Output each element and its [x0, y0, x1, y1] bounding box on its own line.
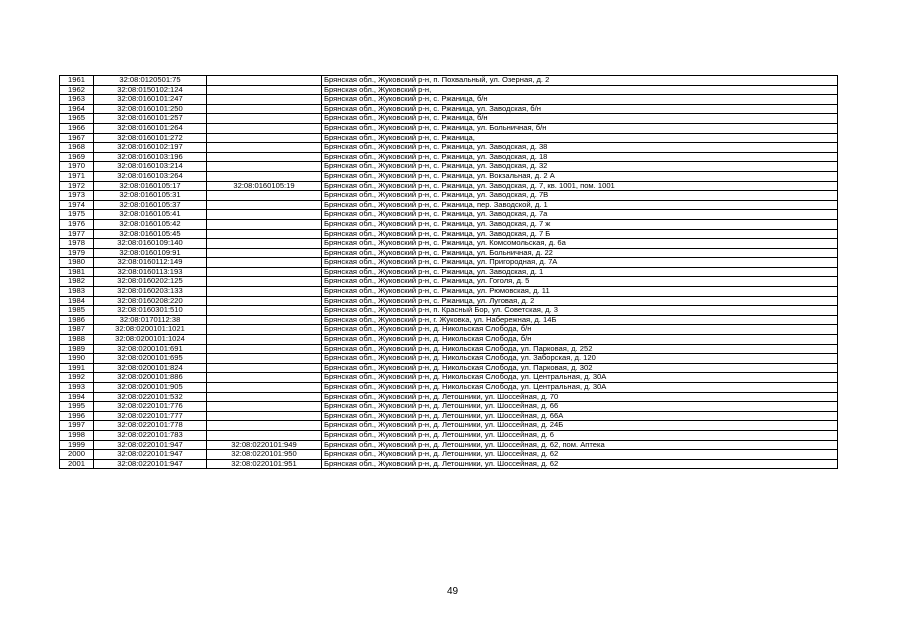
- cadastral-number-cell: 32:08:0120501:75: [94, 76, 207, 86]
- sub-cadastral-number-cell: [207, 287, 322, 297]
- row-number-cell: 1974: [60, 200, 94, 210]
- table-row: [60, 287, 838, 297]
- cadastral-number-cell: 32:08:0160102:197: [94, 143, 207, 153]
- cadastral-number-cell: 32:08:0160103:264: [94, 171, 207, 181]
- row-number-cell: 1986: [60, 315, 94, 325]
- sub-cadastral-number-cell: [207, 267, 322, 277]
- sub-cadastral-number-cell: [207, 95, 322, 105]
- address-cell: Брянская обл., Жуковский р-н, с. Ржаница, ул. Заводская, б/н: [322, 104, 838, 114]
- table-row: [60, 152, 838, 162]
- cadastral-number-cell: 32:08:0220101:778: [94, 421, 207, 431]
- address-cell: Брянская обл., Жуковский р-н, с. Ржаница, ул. Гоголя, д. 5: [322, 277, 838, 287]
- table-row: [60, 335, 838, 345]
- sub-cadastral-number-cell: [207, 402, 322, 412]
- table-row: [60, 171, 838, 181]
- sub-cadastral-number-cell: [207, 421, 322, 431]
- address-cell: Брянская обл., Жуковский р-н, с. Ржаница, ул. Заводская, д. 18: [322, 152, 838, 162]
- cadastral-number-cell: 32:08:0200101:691: [94, 344, 207, 354]
- table-row: [60, 123, 838, 133]
- table-row: [60, 114, 838, 124]
- address-cell: Брянская обл., Жуковский р-н, д. Никольская Слобода, б/н: [322, 335, 838, 345]
- table-row: [60, 392, 838, 402]
- cadastral-number-cell: 32:08:0160101:247: [94, 95, 207, 105]
- row-number-cell: 1962: [60, 85, 94, 95]
- address-cell: Брянская обл., Жуковский р-н, д. Летошники, ул. Шоссейная, д. 6: [322, 430, 838, 440]
- address-cell: Брянская обл., Жуковский р-н, с. Ржаница, ул. Больничная, б/н: [322, 123, 838, 133]
- row-number-cell: 1968: [60, 143, 94, 153]
- table-row: [60, 440, 838, 450]
- address-cell: Брянская обл., Жуковский р-н, д. Никольская Слобода, ул. Парковая, д. 252: [322, 344, 838, 354]
- row-number-cell: 1984: [60, 296, 94, 306]
- address-cell: Брянская обл., Жуковский р-н, д. Никольская Слобода, ул. Заборская, д. 120: [322, 354, 838, 364]
- cadastral-number-cell: 32:08:0160101:257: [94, 114, 207, 124]
- row-number-cell: 1971: [60, 171, 94, 181]
- address-cell: Брянская обл., Жуковский р-н, с. Ржаница, пер. Заводской, д. 1: [322, 200, 838, 210]
- address-cell: Брянская обл., Жуковский р-н, д. Летошники, ул. Шоссейная, д. 62: [322, 459, 838, 469]
- cadastral-number-cell: 32:08:0220101:947: [94, 440, 207, 450]
- table-row: [60, 306, 838, 316]
- address-cell: Брянская обл., Жуковский р-н, с. Ржаница, б/н: [322, 95, 838, 105]
- table-row: [60, 344, 838, 354]
- address-cell: Брянская обл., Жуковский р-н, д. Никольская Слобода, ул. Центральная, д. 30А: [322, 383, 838, 393]
- table-row: [60, 402, 838, 412]
- row-number-cell: 1997: [60, 421, 94, 431]
- address-cell: Брянская обл., Жуковский р-н, с. Ржаница, ул. Заводская, д. 7 Б: [322, 229, 838, 239]
- cadastral-number-cell: 32:08:0220101:947: [94, 450, 207, 460]
- sub-cadastral-number-cell: [207, 258, 322, 268]
- cadastral-number-cell: 32:08:0160105:37: [94, 200, 207, 210]
- table-row: [60, 162, 838, 172]
- row-number-cell: 2000: [60, 450, 94, 460]
- sub-cadastral-number-cell: [207, 143, 322, 153]
- address-cell: Брянская обл., Жуковский р-н, г. Жуковка, ул. Набережная, д. 14Б: [322, 315, 838, 325]
- registry-table-body: [60, 76, 838, 469]
- table-row: [60, 459, 838, 469]
- row-number-cell: 1963: [60, 95, 94, 105]
- sub-cadastral-number-cell: 32:08:0220101:951: [207, 459, 322, 469]
- sub-cadastral-number-cell: [207, 239, 322, 249]
- table-row: [60, 219, 838, 229]
- cadastral-number-cell: 32:08:0200101:1024: [94, 335, 207, 345]
- sub-cadastral-number-cell: [207, 200, 322, 210]
- cadastral-number-cell: 32:08:0160105:17: [94, 181, 207, 191]
- sub-cadastral-number-cell: 32:08:0220101:949: [207, 440, 322, 450]
- row-number-cell: 1976: [60, 219, 94, 229]
- address-cell: Брянская обл., Жуковский р-н, с. Ржаница,: [322, 133, 838, 143]
- table-row: [60, 363, 838, 373]
- row-number-cell: 1973: [60, 191, 94, 201]
- sub-cadastral-number-cell: [207, 315, 322, 325]
- page-number: 49: [446, 586, 459, 597]
- table-row: [60, 95, 838, 105]
- table-row: [60, 411, 838, 421]
- cadastral-number-cell: 32:08:0160105:41: [94, 210, 207, 220]
- address-cell: Брянская обл., Жуковский р-н, с. Ржаница, ул. Вокзальная, д. 2 А: [322, 171, 838, 181]
- cadastral-number-cell: 32:08:0220101:783: [94, 430, 207, 440]
- cadastral-number-cell: 32:08:0160113:193: [94, 267, 207, 277]
- sub-cadastral-number-cell: [207, 162, 322, 172]
- cadastral-number-cell: 32:08:0200101:695: [94, 354, 207, 364]
- row-number-cell: 1964: [60, 104, 94, 114]
- row-number-cell: 1961: [60, 76, 94, 86]
- table-row: [60, 85, 838, 95]
- sub-cadastral-number-cell: [207, 114, 322, 124]
- address-cell: Брянская обл., Жуковский р-н,: [322, 85, 838, 95]
- row-number-cell: 1977: [60, 229, 94, 239]
- row-number-cell: 1987: [60, 325, 94, 335]
- sub-cadastral-number-cell: [207, 354, 322, 364]
- sub-cadastral-number-cell: [207, 248, 322, 258]
- row-number-cell: 1978: [60, 239, 94, 249]
- cadastral-number-cell: 32:08:0220101:532: [94, 392, 207, 402]
- address-cell: Брянская обл., Жуковский р-н, д. Летошники, ул. Шоссейная, д. 70: [322, 392, 838, 402]
- table-row: [60, 267, 838, 277]
- sub-cadastral-number-cell: [207, 373, 322, 383]
- row-number-cell: 1972: [60, 181, 94, 191]
- address-cell: Брянская обл., Жуковский р-н, с. Ржаница, ул. Заводская, д. 32: [322, 162, 838, 172]
- sub-cadastral-number-cell: [207, 229, 322, 239]
- table-row: [60, 383, 838, 393]
- table-row: [60, 181, 838, 191]
- sub-cadastral-number-cell: [207, 104, 322, 114]
- address-cell: Брянская обл., Жуковский р-н, с. Ржаница, ул. Заводская, д. 7, кв. 1001, пом. 1001: [322, 181, 838, 191]
- sub-cadastral-number-cell: [207, 411, 322, 421]
- sub-cadastral-number-cell: [207, 335, 322, 345]
- table-row: [60, 430, 838, 440]
- table-row: [60, 315, 838, 325]
- sub-cadastral-number-cell: 32:08:0220101:950: [207, 450, 322, 460]
- address-cell: Брянская обл., Жуковский р-н, п. Красный Бор, ул. Советская, д. 3: [322, 306, 838, 316]
- row-number-cell: 1991: [60, 363, 94, 373]
- table-row: [60, 191, 838, 201]
- cadastral-number-cell: 32:08:0200101:824: [94, 363, 207, 373]
- row-number-cell: 1989: [60, 344, 94, 354]
- cadastral-number-cell: 32:08:0160105:45: [94, 229, 207, 239]
- address-cell: Брянская обл., Жуковский р-н, с. Ржаница, ул. Комсомольская, д. 6а: [322, 239, 838, 249]
- table-row: [60, 354, 838, 364]
- address-cell: Брянская обл., Жуковский р-н, с. Ржаница, ул. Больничная, д. 22: [322, 248, 838, 258]
- row-number-cell: 1985: [60, 306, 94, 316]
- table-row: [60, 210, 838, 220]
- cadastral-number-cell: 32:08:0220101:777: [94, 411, 207, 421]
- cadastral-number-cell: 32:08:0200101:905: [94, 383, 207, 393]
- address-cell: Брянская обл., Жуковский р-н, д. Летошники, ул. Шоссейная, д. 66А: [322, 411, 838, 421]
- row-number-cell: 1980: [60, 258, 94, 268]
- address-cell: Брянская обл., Жуковский р-н, с. Ржаница, б/н: [322, 114, 838, 124]
- sub-cadastral-number-cell: [207, 363, 322, 373]
- cadastral-number-cell: 32:08:0160203:133: [94, 287, 207, 297]
- address-cell: Брянская обл., Жуковский р-н, с. Ржаница, ул. Заводская, д. 7 ж: [322, 219, 838, 229]
- sub-cadastral-number-cell: [207, 430, 322, 440]
- cadastral-number-cell: 32:08:0200101:886: [94, 373, 207, 383]
- address-cell: Брянская обл., Жуковский р-н, с. Ржаница, ул. Пригородная, д. 7А: [322, 258, 838, 268]
- address-cell: Брянская обл., Жуковский р-н, с. Ржаница, ул. Рюмовская, д. 11: [322, 287, 838, 297]
- table-row: [60, 296, 838, 306]
- sub-cadastral-number-cell: [207, 306, 322, 316]
- address-cell: Брянская обл., Жуковский р-н, с. Ржаница, ул. Луговая, д. 2: [322, 296, 838, 306]
- sub-cadastral-number-cell: [207, 133, 322, 143]
- cadastral-number-cell: 32:08:0160202:125: [94, 277, 207, 287]
- sub-cadastral-number-cell: [207, 325, 322, 335]
- sub-cadastral-number-cell: [207, 171, 322, 181]
- cadastral-number-cell: 32:08:0160101:272: [94, 133, 207, 143]
- cadastral-number-cell: 32:08:0160208:220: [94, 296, 207, 306]
- table-row: [60, 200, 838, 210]
- sub-cadastral-number-cell: [207, 76, 322, 86]
- table-row: [60, 373, 838, 383]
- cadastral-number-cell: 32:08:0160105:42: [94, 219, 207, 229]
- row-number-cell: 1979: [60, 248, 94, 258]
- address-cell: Брянская обл., Жуковский р-н, с. Ржаница, ул. Заводская, д. 1: [322, 267, 838, 277]
- address-cell: Брянская обл., Жуковский р-н, д. Летошники, ул. Шоссейная, д. 62, пом. Аптека: [322, 440, 838, 450]
- row-number-cell: 1988: [60, 335, 94, 345]
- row-number-cell: 1965: [60, 114, 94, 124]
- cadastral-number-cell: 32:08:0220101:947: [94, 459, 207, 469]
- row-number-cell: 2001: [60, 459, 94, 469]
- table-row: [60, 248, 838, 258]
- row-number-cell: 1995: [60, 402, 94, 412]
- cadastral-number-cell: 32:08:0160101:264: [94, 123, 207, 133]
- sub-cadastral-number-cell: [207, 219, 322, 229]
- address-cell: Брянская обл., Жуковский р-н, д. Летошники, ул. Шоссейная, д. 24Б: [322, 421, 838, 431]
- address-cell: Брянская обл., Жуковский р-н, д. Никольская Слобода, ул. Центральная, д. 30А: [322, 373, 838, 383]
- cadastral-number-cell: 32:08:0160105:31: [94, 191, 207, 201]
- table-row: [60, 421, 838, 431]
- sub-cadastral-number-cell: [207, 152, 322, 162]
- sub-cadastral-number-cell: [207, 383, 322, 393]
- row-number-cell: 1990: [60, 354, 94, 364]
- row-number-cell: 1998: [60, 430, 94, 440]
- address-cell: Брянская обл., Жуковский р-н, д. Никольская Слобода, ул. Парковая, д. 302: [322, 363, 838, 373]
- sub-cadastral-number-cell: [207, 296, 322, 306]
- table-row: [60, 104, 838, 114]
- row-number-cell: 1999: [60, 440, 94, 450]
- row-number-cell: 1970: [60, 162, 94, 172]
- sub-cadastral-number-cell: [207, 191, 322, 201]
- cadastral-number-cell: 32:08:0150102:124: [94, 85, 207, 95]
- sub-cadastral-number-cell: [207, 210, 322, 220]
- address-cell: Брянская обл., Жуковский р-н, с. Ржаница, ул. Заводская, д. 38: [322, 143, 838, 153]
- row-number-cell: 1996: [60, 411, 94, 421]
- row-number-cell: 1982: [60, 277, 94, 287]
- cadastral-number-cell: 32:08:0160101:250: [94, 104, 207, 114]
- table-row: [60, 229, 838, 239]
- address-cell: Брянская обл., Жуковский р-н, с. Ржаница, ул. Заводская, д. 7В: [322, 191, 838, 201]
- table-row: [60, 143, 838, 153]
- cadastral-number-cell: 32:08:0200101:1021: [94, 325, 207, 335]
- row-number-cell: 1975: [60, 210, 94, 220]
- address-cell: Брянская обл., Жуковский р-н, д. Никольская Слобода, б/н: [322, 325, 838, 335]
- cadastral-number-cell: 32:08:0160103:214: [94, 162, 207, 172]
- row-number-cell: 1993: [60, 383, 94, 393]
- sub-cadastral-number-cell: [207, 344, 322, 354]
- cadastral-number-cell: 32:08:0160112:149: [94, 258, 207, 268]
- row-number-cell: 1992: [60, 373, 94, 383]
- cadastral-number-cell: 32:08:0160109:91: [94, 248, 207, 258]
- cadastral-number-cell: 32:08:0160103:196: [94, 152, 207, 162]
- table-row: [60, 277, 838, 287]
- sub-cadastral-number-cell: [207, 123, 322, 133]
- row-number-cell: 1981: [60, 267, 94, 277]
- address-cell: Брянская обл., Жуковский р-н, с. Ржаница, ул. Заводская, д. 7а: [322, 210, 838, 220]
- sub-cadastral-number-cell: [207, 85, 322, 95]
- row-number-cell: 1966: [60, 123, 94, 133]
- cadastral-number-cell: 32:08:0170112:38: [94, 315, 207, 325]
- row-number-cell: 1983: [60, 287, 94, 297]
- cadastral-number-cell: 32:08:0160301:510: [94, 306, 207, 316]
- address-cell: Брянская обл., Жуковский р-н, д. Летошники, ул. Шоссейная, д. 62: [322, 450, 838, 460]
- row-number-cell: 1994: [60, 392, 94, 402]
- table-row: [60, 450, 838, 460]
- address-cell: Брянская обл., Жуковский р-н, д. Летошники, ул. Шоссейная, д. 66: [322, 402, 838, 412]
- row-number-cell: 1969: [60, 152, 94, 162]
- registry-table: [59, 75, 838, 469]
- sub-cadastral-number-cell: [207, 392, 322, 402]
- table-row: [60, 325, 838, 335]
- sub-cadastral-number-cell: [207, 277, 322, 287]
- row-number-cell: 1967: [60, 133, 94, 143]
- cadastral-number-cell: 32:08:0220101:776: [94, 402, 207, 412]
- table-row: [60, 239, 838, 249]
- cadastral-number-cell: 32:08:0160109:140: [94, 239, 207, 249]
- table-row: [60, 76, 838, 86]
- address-cell: Брянская обл., Жуковский р-н, п. Похвальный, ул. Озерная, д. 2: [322, 76, 838, 86]
- table-row: [60, 133, 838, 143]
- sub-cadastral-number-cell: 32:08:0160105:19: [207, 181, 322, 191]
- table-row: [60, 258, 838, 268]
